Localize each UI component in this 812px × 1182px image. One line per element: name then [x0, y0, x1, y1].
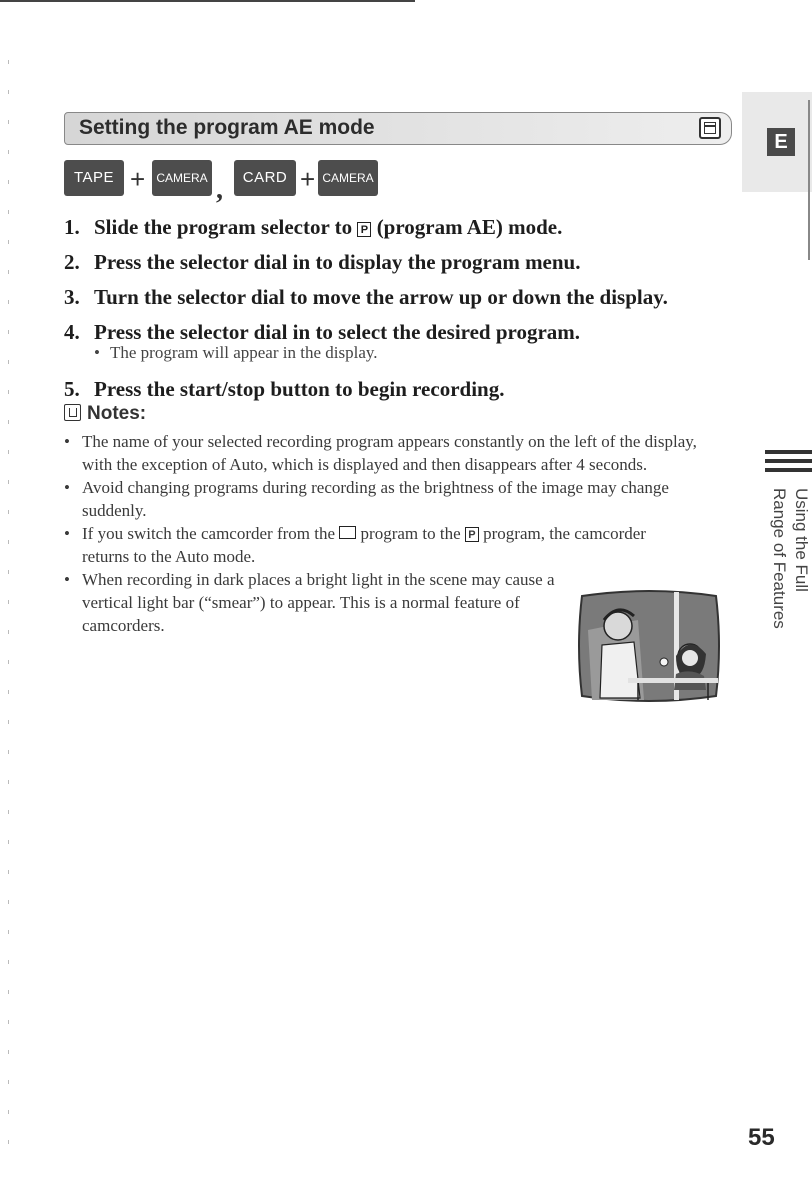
top-rule — [0, 0, 415, 2]
step-item — [64, 210, 744, 245]
step-text: Slide the program selector to — [94, 215, 358, 239]
section-marker-bars — [765, 450, 812, 477]
right-edge-rule — [808, 100, 810, 260]
section-side-label — [752, 488, 812, 629]
side-label-line1: Using the Full — [792, 488, 811, 592]
tape-mode-badge: TAPE — [64, 160, 124, 196]
note-text: The name of your selected recording program appears constantly on the left of the display, with the exception of Auto, which is displayed and then disappears after 4 seconds. — [82, 432, 697, 474]
subnote-text: The program will appear in the display. — [110, 343, 378, 362]
step-number: 3. — [64, 285, 80, 309]
step-text: Press the selector dial in to select the desired program. — [94, 320, 581, 344]
page-number: 55 — [748, 1124, 775, 1151]
camera-mode-badge: CAMERA — [318, 160, 378, 196]
program-ae-icon: P — [465, 527, 479, 542]
notes-heading — [64, 403, 146, 425]
step-item — [64, 280, 744, 315]
bullet-icon: • — [64, 478, 70, 497]
note-text: Avoid changing programs during recording as the brightness of the image may change suddenly. — [82, 478, 669, 520]
language-tab: E — [767, 128, 795, 156]
note-text: If you switch the camcorder from the — [82, 524, 340, 543]
notes-icon — [64, 404, 81, 421]
note-item — [64, 476, 724, 522]
plus-sign: + — [130, 164, 146, 194]
easy-recording-icon — [339, 526, 356, 539]
note-item — [64, 568, 562, 637]
bullet-icon: • — [64, 570, 70, 589]
step-text: (program AE) mode. — [371, 215, 563, 239]
bullet-icon: • — [94, 343, 100, 362]
section-title: Setting the program AE mode — [79, 116, 375, 139]
steps-list — [64, 210, 744, 407]
note-item — [64, 430, 724, 476]
left-margin-marks — [8, 60, 9, 1160]
program-ae-icon: P — [357, 222, 371, 237]
bullet-icon: • — [64, 432, 70, 451]
step-text: Turn the selector dial to move the arrow up or down the display. — [94, 285, 668, 309]
card-mode-badge: CARD — [234, 160, 296, 196]
step-number: 4. — [64, 320, 80, 344]
smear-illustration — [578, 590, 720, 702]
step-item — [64, 245, 744, 280]
program-ae-mode-icon — [699, 117, 721, 139]
note-text: program, the camcorder returns to the Auto mode. — [82, 524, 646, 566]
step-text: Press the selector dial in to display the program menu. — [94, 250, 581, 274]
step-number: 5. — [64, 377, 80, 401]
step-number: 2. — [64, 250, 80, 274]
notes-heading-text: Notes: — [87, 403, 147, 424]
note-text: When recording in dark places a bright light in the scene may cause a vertical light bar (“smear”) to appear. This is a normal feature of camcorders. — [82, 570, 555, 635]
note-text: program to the — [356, 524, 465, 543]
note-item — [64, 522, 682, 568]
plus-sign: + — [300, 164, 316, 194]
section-title-bar — [64, 112, 732, 145]
camera-mode-badge: CAMERA — [152, 160, 212, 196]
comma-separator: , — [216, 174, 223, 205]
bullet-icon: • — [64, 524, 70, 543]
step-item — [64, 372, 744, 407]
step-text: Press the start/stop button to begin recording. — [94, 377, 505, 401]
step-number: 1. — [64, 215, 80, 239]
side-label-line2: Range of Features — [770, 488, 789, 629]
